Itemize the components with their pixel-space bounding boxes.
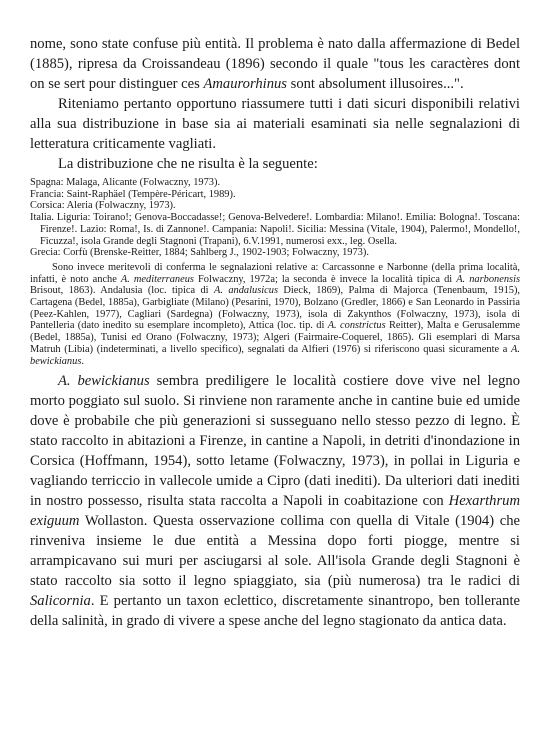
text-run: sont absolument illusoires...".: [287, 76, 464, 92]
taxon-name: A. constrictus: [327, 320, 386, 332]
list-item: Spagna: Malaga, Alicante (Folwaczny, 1973).: [30, 177, 221, 188]
paragraph-note: [30, 262, 520, 367]
taxon-name: Hexarthrum exiguum: [30, 493, 520, 530]
paragraph-summary: Riteniamo pertanto opportuno riassumere tutti i dati sicuri disponibili relativi alla sua distribuzione in base sia ai materiali esaminati sia nelle segnalazioni di letteratura criticamente vagliati.: [30, 96, 520, 152]
text-run: . E pertanto un taxon eclettico, discretamente sinantropo, ben tollerante della salinità, in grado di vivere a spese anche del legno stagionato da antica data.: [30, 593, 520, 630]
text-run: .: [81, 355, 84, 367]
taxon-name: A. andalusicus: [213, 285, 278, 297]
list-item: Francia: Saint-Raphäel (Tempère-Péricart, 1989).: [30, 188, 236, 200]
list-item: Grecia: Corfù (Brenske-Reitter, 1884; Sahlberg J., 1902-1903; Folwaczny, 1973).: [30, 247, 369, 259]
text-run: Brisout, 1863). Andalusia (loc. tipica di: [30, 285, 214, 297]
text-run: Sono invece meritevoli di conferma le segnalazioni relative a: Carcassonne e Narbonne (della prima località, infatti, è noto anche: [30, 261, 520, 285]
text-run: sembra prediligere le località costiere dove vive nel legno morto poggiato sul suolo. Si rinviene non raramente anche in cantine buie ed umide dove è probabile che più generazioni si susseguano nello stesso pezzo di legno. È stato raccolto in abitazioni a Firenze, in cantine a Napoli, in detriti d'inondazione in Corsica (Hoffmann, 1954), sotto letame (Folwaczny, 1973), in pollai in Liguria e vagliando terriccio in vallecole umide a Cipro (dati inediti). Da ulteriori dati inediti in nostro possesso, risulta stata raccolta a Napoli in coabitazione con: [30, 373, 520, 510]
taxon-name: A. mediterraneus: [120, 273, 194, 285]
taxon-name: A. narbonensis: [456, 273, 520, 285]
text-run: Dieck, 1869), Palma di Majorca (Tenenbaum, 1915), Cartagena (Bedel, 1885a), Garbigliate (Milano) (Pesarini, 1970), Bolzano (Gredler, 1866) e San Leonardo in Passiria (Peez-Kahlen, 1977), Cagliari (Sardegna) (Folwaczny, 1973), isola di Zakynthos (Folwaczny, 1973), isola di Pantelleria (dato inedito su esemplare incompleto), Attica (loc. tip. di: [30, 285, 521, 332]
paragraph-distribution-lead: La distribuzione che ne risulta è la seguente:: [58, 156, 318, 172]
taxon-name: A. bewickianus: [30, 343, 520, 367]
paragraph-ecology: [30, 371, 520, 631]
taxon-name: Salicornia: [30, 593, 91, 610]
distribution-list: [30, 177, 520, 259]
taxon-name: Amaurorhinus: [203, 76, 287, 92]
paragraph-intro: [30, 34, 520, 94]
taxon-name: A. bewickianus: [58, 373, 150, 390]
text-run: Folwaczny, 1972a; la seconda è invece la località tipica di: [193, 273, 457, 285]
text-run: nome, sono state confuse più entità. Il problema è nato dalla affermazione di Bedel (1885), ripresa da Croissandeau (1896) secondo il quale "tous les caractères dont on se sert pour distinguer ces: [30, 36, 520, 92]
text-run: Wollaston. Questa osservazione collima con quella di Vitale (1904) che rinveniva insieme le due entità a Messina dopo forti piogge, mentre si arrampicavano sui muri per asciugarsi al sole. All'isola Grande degli Stagnoni è stato raccolto sia sotto il legno spiaggiato, sia (più numerosa) tra le radici di: [30, 513, 520, 590]
text-run: Reitter), Malta e Gerusalemme (Bedel, 1885a), Tunisi ed Orano (Folwaczny, 1973); Algeri (Fairmaire-Coquerel, 1865). Gli esemplari di Marsa Matruh (Libia) (indeterminati, a livello specifico), segnalati da Alfieri (1976) si riferiscono quasi sicuramente a: [30, 320, 520, 355]
document-page: [30, 34, 520, 631]
list-item: Corsica: Aleria (Folwaczny, 1973).: [30, 200, 176, 212]
list-item: Italia. Liguria: Toirano!; Genova-Boccadasse!; Genova-Belvedere!. Lombardia: Milano!. Emilia: Bologna!. Toscana: Firenze!. Lazio: Roma!, Is. di Zannone!. Campania: Napoli!. Sicilia: Messina (Vitale, 1904), Palermo!, Mondello!, Ficuzza!, isola Grande degli Stagnoni (Trapani), 6.V.1991, numerosi exx., leg. Osella.: [30, 212, 520, 247]
